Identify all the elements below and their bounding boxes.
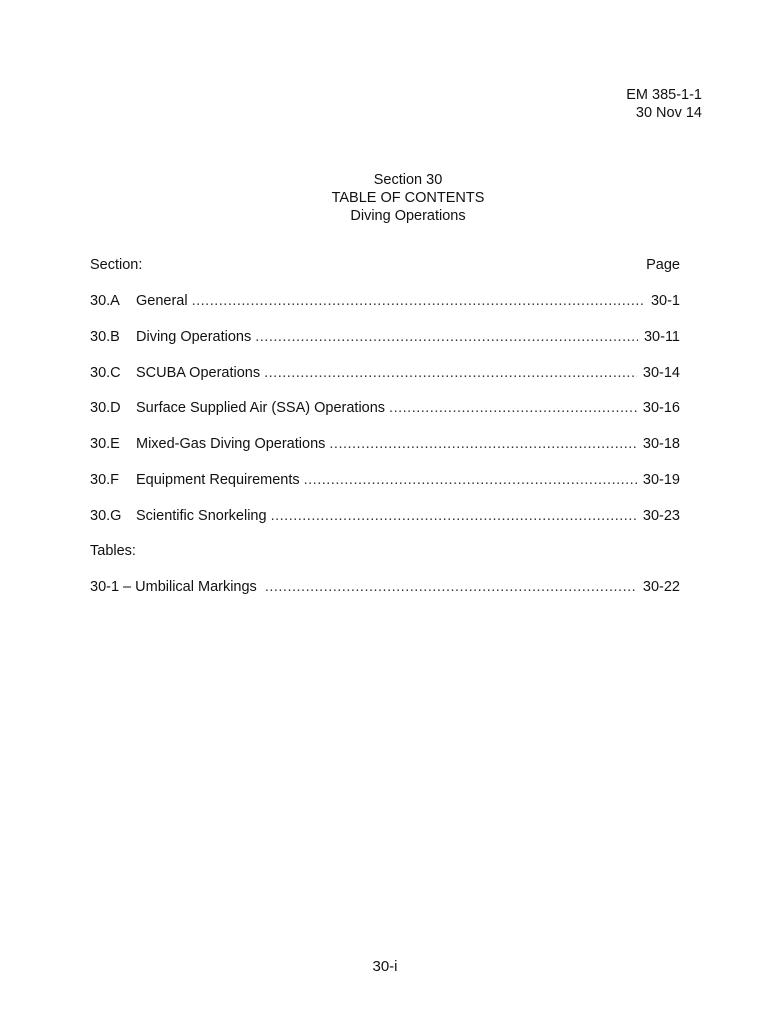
table-entry-page: 30-22 (642, 579, 680, 595)
toc-entry-title: Scientific Snorkeling (136, 508, 267, 524)
document-identifier (626, 86, 702, 122)
toc-entry[interactable] (90, 329, 680, 345)
toc-entry-number: 30.B (90, 329, 120, 345)
tables-label: Tables: (90, 543, 136, 559)
toc-entry-title: Diving Operations (136, 329, 252, 345)
dot-leader (329, 436, 637, 452)
dot-leader (265, 579, 637, 595)
toc-entry[interactable] (90, 508, 680, 524)
toc-entry[interactable] (90, 293, 680, 309)
toc-entry-number: 30.D (90, 400, 121, 416)
toc-heading: TABLE OF CONTENTS (331, 190, 485, 206)
toc-entry-page: 30-1 (650, 293, 680, 309)
toc-entry-number: 30.A (90, 293, 120, 309)
footer-page-number: 30-i (372, 958, 398, 975)
toc-entry-title: General (136, 293, 188, 309)
dot-leader (255, 329, 638, 345)
title-block (0, 171, 770, 225)
table-entry[interactable] (90, 579, 680, 595)
table-entry-title: 30-1 – Umbilical Markings (90, 579, 257, 595)
doc-number: EM 385-1-1 (626, 87, 702, 103)
dot-leader (271, 508, 637, 524)
dot-leader (389, 400, 637, 416)
toc-entry[interactable] (90, 400, 680, 416)
subject-title: Diving Operations (350, 208, 466, 224)
toc-entry[interactable] (90, 436, 680, 452)
toc-entry-number: 30.G (90, 508, 122, 524)
toc-entry-page: 30-11 (643, 329, 680, 345)
toc-entry-title: SCUBA Operations (136, 365, 261, 381)
section-column-label: Section: (90, 257, 143, 273)
toc-entry-page: 30-16 (642, 400, 680, 416)
toc-entry-page: 30-23 (642, 508, 680, 524)
toc-entry-page: 30-14 (642, 365, 680, 381)
doc-date: 30 Nov 14 (635, 105, 702, 121)
toc-entry[interactable] (90, 365, 680, 381)
toc-entry-title: Equipment Requirements (136, 472, 300, 488)
section-title: Section 30 (373, 172, 443, 188)
dot-leader (264, 365, 637, 381)
toc-entry-title: Mixed-Gas Diving Operations (136, 436, 326, 452)
toc-entry-page: 30-18 (642, 436, 680, 452)
dot-leader (192, 293, 645, 309)
toc-entry-title: Surface Supplied Air (SSA) Operations (136, 400, 386, 416)
toc-entry-page: 30-19 (642, 472, 680, 488)
toc-entry[interactable] (90, 472, 680, 488)
column-headers (90, 257, 680, 273)
toc-entry-number: 30.F (90, 472, 120, 488)
dot-leader (304, 472, 637, 488)
toc-entry-number: 30.C (90, 365, 121, 381)
page-column-label: Page (646, 257, 680, 273)
toc-entry-number: 30.E (90, 436, 120, 452)
